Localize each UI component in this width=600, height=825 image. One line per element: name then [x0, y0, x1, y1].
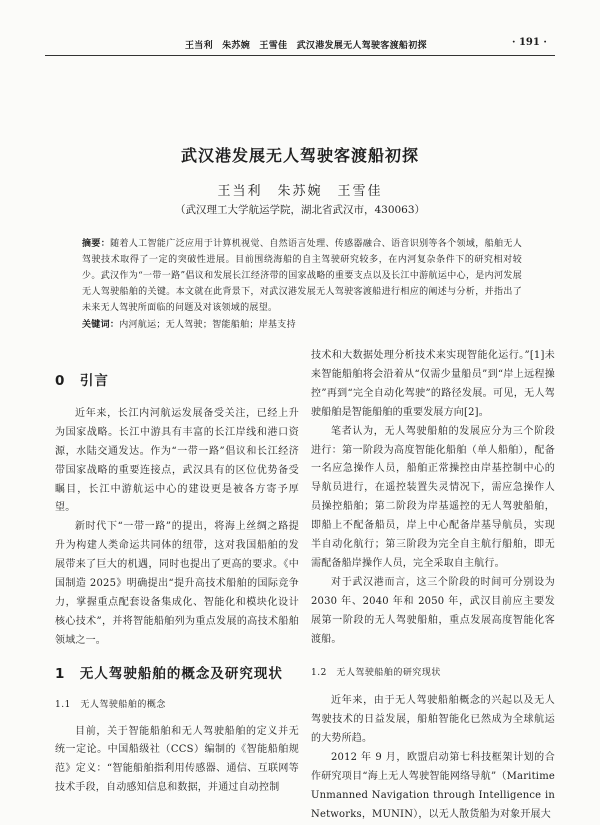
- running-title: 王当利 朱苏婉 王雪佳 武汉港发展无人驾驶客渡船初探: [185, 41, 427, 51]
- abstract-text: 随着人工智能广泛应用于计算机视觉、自然语言处理、传感器融合、语音识别等各个领域，船舶无人驾驶技术取得了一定的突破性进展。目前围绕海船的自主驾驶研究较多，在内河复杂条件下的研究相对较少。武汉作为“一带一路”倡议和发展长江经济带的国家战略的重要支点以及长江中游航运中心，是内河发展无人驾驶船舶的关键。本文就在此背景下，对武汉港发展无人驾驶客渡船进行相应的阐述与分析，并指出了未来无人驾驶所面临的问题及对该领域的展望。: [82, 239, 522, 313]
- section-1-2-heading: 1.2 无人驾驶船舶的研究现状: [311, 667, 441, 678]
- section-1-1-paragraph: 目前，关于智能船舶和无人驾驶船舶的定义并无统一定论。中国船级社（CCS）编制的《智能船舶规范》定义：“智能船舶指利用传感器、通信、互联网等技术手段，自动感知信息和数据，并通过自动控制: [55, 725, 299, 794]
- abstract-label: 摘要：: [82, 239, 111, 249]
- section-1-1-heading: 1.1 无人驾驶船舶的概念: [55, 699, 166, 710]
- keywords-text: 内河航运；无人驾驶；智能船舶；岸基支持: [119, 320, 296, 330]
- left-column: [55, 372, 299, 798]
- paper-authors: 王当利 朱苏婉 王雪佳: [217, 184, 383, 199]
- continued-paragraph: 技术和大数据处理分析技术来实现智能化运行。”[1]未来智能船舶将会沿着从“仅需少量船员”到“岸上远程操控”再到“完全自动化驾驶”的路径发展。可见，无人驾驶船舶是智能船舶的重要发展方向[2]。: [311, 350, 555, 418]
- intro-paragraph-2: 新时代下“一带一路”的提出，将海上丝绸之路提升为构建人类命运共同体的纽带，这对我国船舶的发展带来了巨大的机遇，同时也提出了更高的要求。《中国制造 2025》明确提出“提升高技术船舶的国际竞争力，掌握重点配套设备集成化、智能化和模块化设计核心技术”，并将智能船舶列为重点发展的高技术船舶领域之一。: [55, 521, 299, 646]
- intro-paragraph-1: 近年来，长江内河航运发展备受关注，已经上升为国家战略。长江中游具有丰富的长江岸线和港口资源，水陆交通发达。作为“一带一路”倡议和长江经济带国家战略的重要连接点，武汉具有的区位优势备受瞩目，长江中游航运中心的建设更是被各方寄予厚望。: [55, 407, 299, 514]
- research-paragraph-1: 近年来，由于无人驾驶船舶概念的兴起以及无人驾驶技术的日益发展，船舶智能化已然成为全球航运的大势所趋。: [311, 695, 555, 745]
- section-1-heading: 1 无人驾驶船舶的概念及研究现状: [55, 665, 283, 682]
- page-number: · 191 ·: [512, 37, 547, 48]
- paper-title: 武汉港发展无人驾驶客渡船初探: [180, 146, 419, 165]
- abstract: [82, 236, 522, 316]
- paper-affiliation: （武汉理工大学航运学院，湖北省武汉市，430063）: [174, 204, 426, 216]
- timeline-paragraph: 对于武汉港而言，这三个阶段的时间可分别设为 2030 年、2040 年和 2050 年，武汉目前应主要发展第一阶段的无人驾驶船舶，重点发展高度智能化客渡船。: [311, 576, 555, 645]
- header-rule: [45, 55, 555, 56]
- stages-paragraph: 笔者认为，无人驾驶船舶的发展应分为三个阶段进行：第一阶段为高度智能化船舶（单人船舶），配备一名应急操作人员，船舶正常操控由岸基控制中心的导航员进行，在遥控装置失灵情况下，需应急操作人员操控船舶；第二阶段为岸基遥控的无人驾驶船舶，即船上不配备船员，岸上中心配备岸基导航员，实现半自动化航行；第三阶段为完全自主航行船舶，即无需配备船岸操作人员，完全采取自主航行。: [311, 425, 555, 569]
- right-column: [311, 347, 555, 825]
- keywords: [82, 317, 522, 330]
- research-paragraph-2: 2012 年 9 月，欧盟启动第七科技框架计划的合作研究项目“海上无人驾驶智能网络导航”（Maritime Unmanned Navigation through Intelligence in Networks，MUNIN），以无人散货船为对象开展大: [311, 752, 555, 820]
- section-0-heading: 0 引言: [55, 373, 109, 389]
- keywords-label: 关键词：: [82, 320, 120, 330]
- page-header: [0, 36, 600, 54]
